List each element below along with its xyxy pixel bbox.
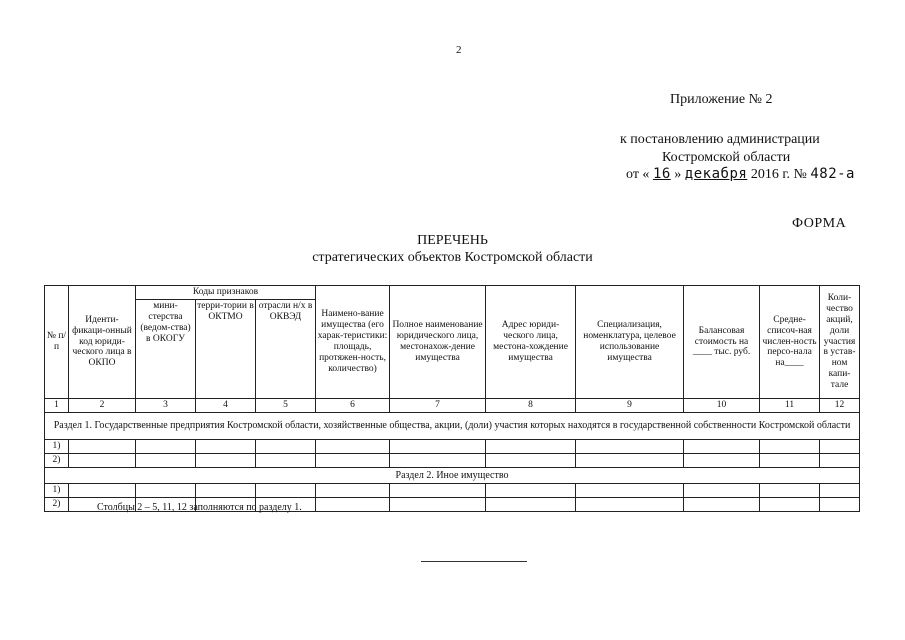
column-number: 10 [684,399,760,413]
document-subtitle: стратегических объектов Костромской области [312,250,593,265]
table-row [45,440,860,454]
reference-line-3 [626,166,855,183]
row-number: 1) [45,440,69,454]
reference-year: 2016 г. № [750,167,807,182]
column-number: 7 [390,399,486,413]
document-title: ПЕРЕЧЕНЬ [417,233,488,248]
header-staff-count: Средне-списоч-ная числен-ность персо-нала на____ [760,286,820,399]
header-no: № п/п [45,286,69,399]
reference-number: 482-а [810,166,855,182]
row-number: 2) [45,454,69,468]
reference-month: декабря [684,166,748,182]
header-address: Адрес юриди-ческого лица, местона-хождение имущества [486,286,576,399]
column-number: 8 [486,399,576,413]
section-2-heading: Раздел 2. Иное имущество [45,468,860,484]
column-number: 12 [820,399,860,413]
column-number: 3 [136,399,196,413]
appendix-label: Приложение № 2 [670,92,773,107]
header-balance-value: Балансовая стоимость на ____ тыс. руб. [684,286,760,399]
table-row [45,484,860,498]
header-specialization: Специализация, номенклатура, целевое использование имущества [576,286,684,399]
reference-line-1: к постановлению администрации [620,132,820,147]
reference-quote: » [674,167,682,182]
row-number: 1) [45,484,69,498]
row-number: 2) [45,498,69,512]
column-number: 6 [316,399,390,413]
form-label: ФОРМА [792,216,847,231]
page-number: 2 [456,44,462,56]
header-territory-code: терри-тории в ОКТМО [196,300,256,399]
header-ministry-code: мини-стерства (ведом-ства) в ОКОГУ [136,300,196,399]
column-number: 11 [760,399,820,413]
header-full-name: Полное наименование юридического лица, местонахож-дение имущества [390,286,486,399]
column-number: 5 [256,399,316,413]
header-property-name: Наимено-вание имущества (его харак-теристики: площадь, протяжен-ность, количество) [316,286,390,399]
section-1-heading: Раздел 1. Государственные предприятия Костромской области, хозяйственные общества, акции, (доли) участия которых находятся в государственной собственности Костромской области [45,413,860,440]
column-number: 2 [69,399,136,413]
table-row [45,454,860,468]
column-number: 1 [45,399,69,413]
reference-prefix: от « [626,167,650,182]
column-number: 4 [196,399,256,413]
footnote: Столбцы 2 – 5, 11, 12 заполняются по разделу 1. [97,502,302,513]
header-codes-group: Коды признаков [136,286,316,300]
reference-line-2: Костромской области [662,150,791,165]
objects-table [44,285,860,512]
end-divider [421,561,527,562]
reference-day: 16 [652,166,671,182]
header-branch-code: отрасли н/х в ОКВЭД [256,300,316,399]
header-id-code: Иденти-фикаци-онный код юриди-ческого лица в ОКПО [69,286,136,399]
header-shares: Коли-чество акций, доли участия в устав-ном капи-тале [820,286,860,399]
column-numbers-row [45,399,860,413]
column-number: 9 [576,399,684,413]
